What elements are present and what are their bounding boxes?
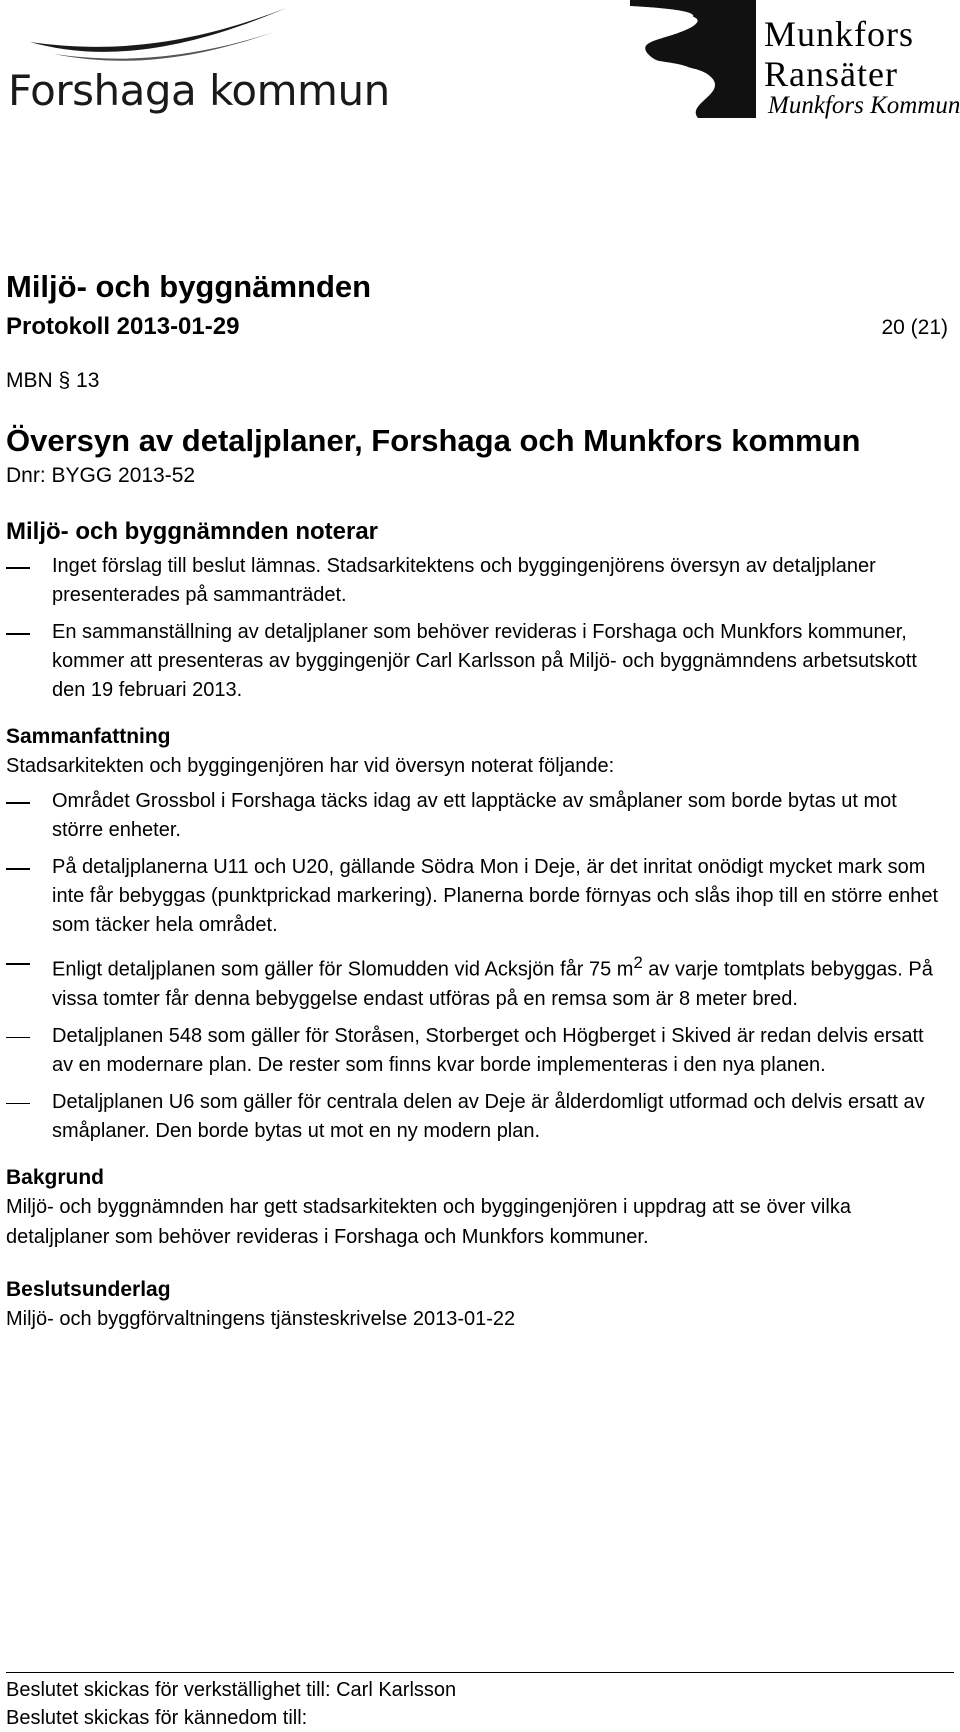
list-item: Området Grossbol i Forshaga täcks idag av ett lapptäcke av småplaner som borde bytas ut mot större enheter. <box>6 787 950 845</box>
sammanfattning-list <box>6 787 950 1146</box>
list-item-text: Enligt detaljplanen som gäller för Slomudden vid Acksjön får 75 m <box>52 958 634 981</box>
footer-divider <box>6 1672 954 1673</box>
list-item: En sammanställning av detaljplaner som behöver revideras i Forshaga och Munkfors kommuner, kommer att presenteras av byggingenjör Carl Karlsson på Miljö- och byggnämndens arbetsutskott den 19 februari 2013. <box>6 618 950 705</box>
list-item: På detaljplanerna U11 och U20, gällande Södra Mon i Deje, är det inritat onödigt mycket mark som inte får bebyggas (punktprickad markering). Planerna borde förnyas och slås ihop till en större enhet som täcker hela området. <box>6 853 950 940</box>
protocol-date: Protokoll 2013-01-29 <box>6 313 240 341</box>
page-number: 20 (21) <box>881 316 948 340</box>
munkfors-logo-line1: Munkfors <box>764 14 914 54</box>
case-dnr: Dnr: BYGG 2013-52 <box>6 464 196 488</box>
forshaga-logo <box>4 0 390 120</box>
footer-line-verkstallighet: Beslutet skickas för verkställighet till: Carl Karlsson <box>6 1679 457 1701</box>
beslutsunderlag-heading: Beslutsunderlag <box>6 1277 171 1301</box>
list-item <box>6 948 950 1014</box>
sammanfattning-intro: Stadsarkitekten och byggingenjören har vid översyn noterat följande: <box>6 755 615 778</box>
list-item: Detaljplanen U6 som gäller för centrala delen av Deje är ålderdomligt utformad och delvis ersatt av småplaner. Den borde bytas ut mot en ny modern plan. <box>6 1088 950 1146</box>
forshaga-swoosh-icon <box>24 2 324 72</box>
case-title: Översyn av detaljplaner, Forshaga och Munkfors kommun <box>6 423 861 459</box>
footer-line-kannedom: Beslutet skickas för kännedom till: <box>6 1707 308 1729</box>
bakgrund-heading: Bakgrund <box>6 1165 105 1189</box>
munkfors-logo-line3: Munkfors Kommun <box>768 92 960 119</box>
list-item: Inget förslag till beslut lämnas. Stadsarkitektens och byggingenjörens översyn av detaljplaner presenterades på sammanträdet. <box>6 552 950 610</box>
munkfors-logo-line2: Ransäter <box>764 54 898 94</box>
noterar-heading: Miljö- och byggnämnden noterar <box>6 518 379 546</box>
list-item: Detaljplanen 548 som gäller för Storåsen, Storberget och Högberget i Skived är redan delvis ersatt av en modernare plan. De rester som finns kvar borde implementeras i den nya planen. <box>6 1022 950 1080</box>
protocol-row <box>6 313 950 341</box>
bakgrund-text: Miljö- och byggnämnden har gett stadsarkitekten och byggingenjören i uppdrag att se över vilka detaljplaner som behöver revideras i Forshaga och Munkfors kommuner. <box>6 1195 851 1248</box>
beslutsunderlag-text: Miljö- och byggförvaltningens tjänsteskrivelse 2013-01-22 <box>6 1307 516 1330</box>
board-name: Miljö- och byggnämnden <box>6 269 372 304</box>
case-reference: MBN § 13 <box>6 369 100 393</box>
sammanfattning-heading: Sammanfattning <box>6 725 171 749</box>
footer <box>6 1676 456 1732</box>
munkfors-river-icon <box>628 0 758 120</box>
forshaga-logo-text: Forshaga kommun <box>8 66 390 115</box>
munkfors-logo <box>628 0 960 130</box>
document-body <box>6 268 950 1334</box>
noterar-list <box>6 552 950 705</box>
superscript: 2 <box>633 953 643 973</box>
list-item-text: av varje tomtplats bebyggas. På vissa tomter får denna bebyggelse endast utföras på en remsa som är 8 meter bred. <box>52 958 933 1010</box>
